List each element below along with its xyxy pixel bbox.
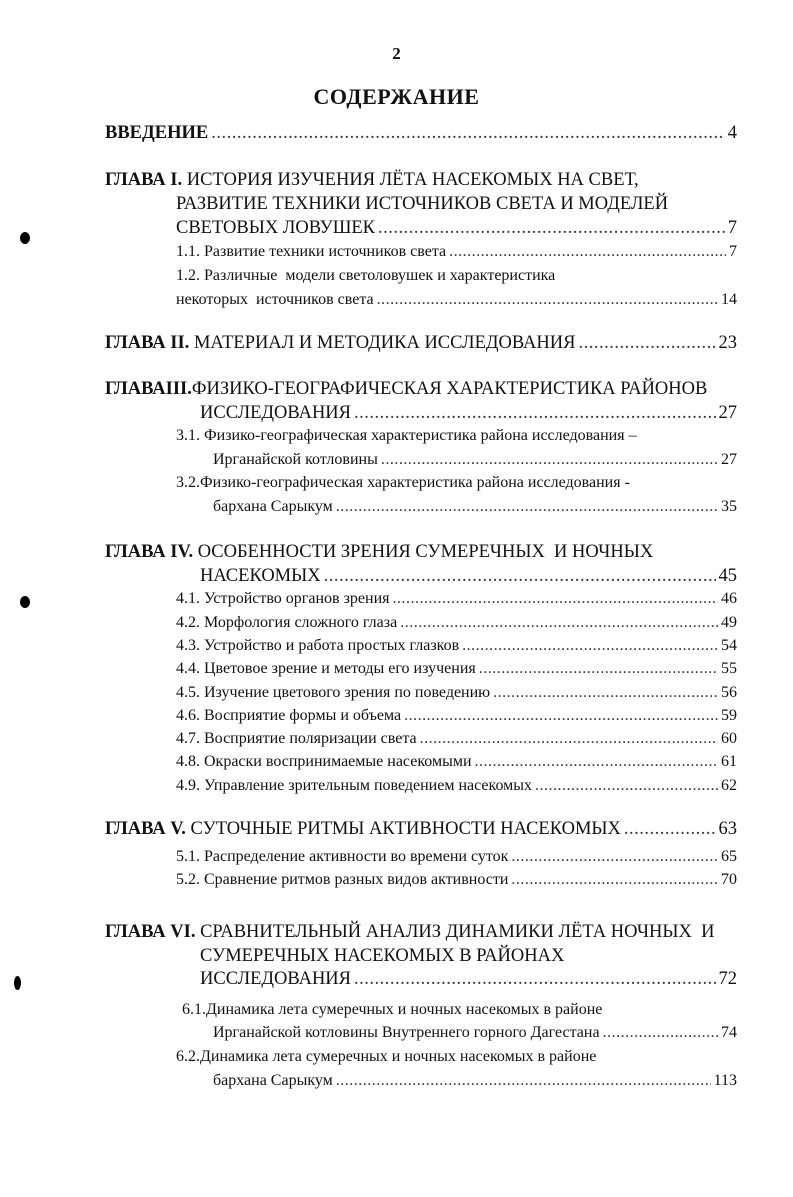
- dot-leader: [392, 587, 718, 611]
- dot-leader: [377, 288, 718, 312]
- toc-chapter-6-line3[interactable]: [200, 967, 737, 991]
- chapter-title-cont: ИССЛЕДОВАНИЯ: [200, 403, 351, 423]
- toc-section-5-2[interactable]: [176, 868, 737, 892]
- toc-page: 46: [721, 590, 737, 607]
- chapter-title-cont: ИССЛЕДОВАНИЯ: [200, 969, 351, 989]
- chapter-title: ИСТОРИЯ ИЗУЧЕНИЯ ЛЁТА НАСЕКОМЫХ НА СВЕТ,: [182, 170, 639, 190]
- dot-leader: [475, 750, 718, 774]
- toc-page: 35: [721, 498, 737, 515]
- binding-hole-mark: [20, 596, 30, 608]
- chapter-prefix: ГЛАВА VI.: [105, 922, 196, 942]
- toc-page: 113: [713, 1072, 737, 1089]
- toc-page: 74: [721, 1024, 737, 1041]
- toc-title: СОДЕРЖАНИЕ: [313, 84, 480, 109]
- toc-section-4-5[interactable]: [176, 681, 737, 705]
- toc-chapter-6-line1[interactable]: [105, 920, 714, 944]
- toc-section-3-2-line2[interactable]: [213, 495, 737, 519]
- toc-section-6-1-line2[interactable]: [213, 1021, 737, 1045]
- dot-leader: [511, 868, 718, 892]
- chapter-prefix: ГЛАВА II.: [105, 333, 190, 353]
- chapter-title: ФИЗИКО-ГЕОГРАФИЧЕСКАЯ ХАРАКТЕРИСТИКА РАЙОНОВ: [191, 379, 708, 399]
- chapter-title: СУТОЧНЫЕ РИТМЫ АКТИВНОСТИ НАСЕКОМЫХ: [185, 819, 621, 839]
- section-title: 3.1. Физико-географическая характеристика района исследования –: [176, 427, 637, 444]
- dot-leader: [378, 216, 725, 240]
- toc-section-4-3[interactable]: [176, 634, 737, 658]
- toc-section-6-2-line1[interactable]: [176, 1045, 596, 1069]
- toc-section-1-2-line2[interactable]: [176, 288, 737, 312]
- chapter-prefix: ГЛАВА I.: [105, 170, 183, 190]
- dot-leader: [578, 331, 715, 355]
- chapter-title: СРАВНИТЕЛЬНЫЙ АНАЛИЗ ДИНАМИКИ ЛЁТА НОЧНЫХ И: [195, 922, 715, 942]
- toc-chapter-3-line2[interactable]: [200, 401, 737, 425]
- dot-leader: [493, 681, 718, 705]
- toc-chapter-4-line1[interactable]: [105, 540, 653, 564]
- section-title: 5.1. Распределение активности во времени суток: [176, 848, 509, 865]
- toc-chapter-3-line1[interactable]: [105, 377, 707, 401]
- chapter-title: МАТЕРИАЛ И МЕТОДИКА ИССЛЕДОВАНИЯ: [189, 333, 576, 353]
- toc-section-4-1[interactable]: [176, 587, 737, 611]
- toc-section-6-2-line2[interactable]: [213, 1069, 737, 1093]
- chapter-title-cont: РАЗВИТИЕ ТЕХНИКИ ИСТОЧНИКОВ СВЕТА И МОДЕЛЕЙ: [176, 194, 669, 214]
- toc-page: 61: [721, 753, 737, 770]
- dot-leader: [381, 448, 718, 472]
- dot-leader: [603, 1021, 718, 1045]
- section-title-cont: бархана Сарыкум: [213, 1072, 333, 1089]
- dot-leader: [449, 240, 726, 264]
- toc-section-4-7[interactable]: [176, 727, 737, 751]
- toc-page: 72: [718, 969, 737, 989]
- section-title-cont: некоторых источников света: [176, 291, 374, 308]
- section-title: 4.7. Восприятие поляризации света: [176, 730, 417, 747]
- section-title: 4.1. Устройство органов зрения: [176, 590, 390, 607]
- section-title-cont: Ирганайской котловины: [213, 451, 378, 468]
- dot-leader: [624, 817, 716, 841]
- toc-page: 63: [718, 819, 737, 839]
- dot-leader: [535, 774, 718, 798]
- section-title: 4.5. Изучение цветового зрения по поведению: [176, 684, 491, 701]
- section-title: 4.3. Устройство и работа простых глазков: [176, 637, 460, 654]
- section-title: 6.1.Динамика лета сумеречных и ночных насекомых в районе: [182, 1001, 603, 1018]
- chapter-prefix: ГЛАВА IV.: [105, 542, 194, 562]
- dot-leader: [511, 845, 718, 869]
- toc-page: 7: [727, 218, 737, 238]
- toc-section-6-1-line1[interactable]: [182, 998, 602, 1022]
- toc-section-4-2[interactable]: [176, 611, 737, 635]
- toc-chapter-1-line1[interactable]: [105, 168, 639, 192]
- page-number: 2: [392, 44, 401, 63]
- toc-page: 4: [727, 123, 737, 143]
- chapter-title-cont: НАСЕКОМЫХ: [200, 566, 321, 586]
- chapter-prefix: ГЛАВА V.: [105, 819, 186, 839]
- dot-leader: [462, 634, 718, 658]
- toc-page: 70: [721, 871, 737, 888]
- toc-page: 56: [721, 684, 737, 701]
- toc-label: ВВЕДЕНИЕ: [105, 123, 209, 143]
- toc-page: 54: [721, 637, 737, 654]
- toc-page: 59: [721, 707, 737, 724]
- toc-section-4-9[interactable]: [176, 774, 737, 798]
- toc-page: 60: [721, 730, 737, 747]
- section-title-cont: Ирганайской котловины Внутреннего горного Дагестана: [213, 1024, 600, 1041]
- chapter-prefix: ГЛАВАIII.: [105, 379, 192, 399]
- dot-leader: [354, 967, 716, 991]
- section-title: 1.2. Различные модели светоловушек и характеристика: [176, 267, 556, 284]
- toc-section-4-4[interactable]: [176, 657, 737, 681]
- toc-chapter-1-line3[interactable]: [176, 216, 737, 240]
- section-title: 1.1. Развитие техники источников света: [176, 243, 447, 260]
- toc-section-4-6[interactable]: [176, 704, 737, 728]
- binding-hole-mark: [14, 976, 21, 990]
- toc-section-3-1-line1[interactable]: [176, 424, 637, 448]
- toc-chapter-4-line2[interactable]: [200, 564, 737, 588]
- dot-leader: [324, 564, 716, 588]
- section-title: 4.4. Цветовое зрение и методы его изучения: [176, 660, 476, 677]
- section-title: 3.2.Физико-географическая характеристика района исследования -: [176, 474, 630, 491]
- toc-chapter-6-line2: [200, 944, 564, 968]
- toc-section-3-2-line1[interactable]: [176, 471, 630, 495]
- dot-leader: [400, 611, 718, 635]
- section-title: 4.8. Окраски воспринимаемые насекомыми: [176, 753, 472, 770]
- section-title: 4.2. Морфология сложного глаза: [176, 614, 398, 631]
- toc-page: 45: [718, 566, 737, 586]
- dot-leader: [211, 121, 725, 145]
- toc-section-5-1[interactable]: [176, 845, 737, 869]
- toc-page: 23: [718, 333, 737, 353]
- toc-page: 62: [721, 777, 737, 794]
- dot-leader: [336, 495, 718, 519]
- section-title: 4.6. Восприятие формы и объема: [176, 707, 402, 724]
- toc-page: 49: [721, 614, 737, 631]
- toc-chapter-5[interactable]: [105, 817, 737, 841]
- chapter-title-cont: СУМЕРЕЧНЫХ НАСЕКОМЫХ В РАЙОНАХ: [200, 946, 565, 966]
- section-title: 4.9. Управление зрительным поведением насекомых: [176, 777, 533, 794]
- toc-entry-intro[interactable]: [105, 121, 737, 145]
- toc-chapter-1-line2: [176, 192, 668, 216]
- section-title: 6.2.Динамика лета сумеречных и ночных насекомых в районе: [176, 1048, 597, 1065]
- toc-page: 14: [721, 291, 737, 308]
- toc-section-1-1[interactable]: [176, 240, 737, 264]
- dot-leader: [404, 704, 718, 728]
- dot-leader: [420, 727, 718, 751]
- section-title-cont: бархана Сарыкум: [213, 498, 333, 515]
- binding-hole-mark: [20, 232, 30, 244]
- dot-leader: [354, 401, 716, 425]
- dot-leader: [479, 657, 718, 681]
- toc-section-4-8[interactable]: [176, 750, 737, 774]
- dot-leader: [336, 1069, 711, 1093]
- toc-page: 27: [721, 451, 737, 468]
- toc-chapter-2[interactable]: [105, 331, 737, 355]
- toc-page: 65: [721, 848, 737, 865]
- toc-section-3-1-line2[interactable]: [213, 448, 737, 472]
- toc-section-1-2-line1[interactable]: [176, 264, 555, 288]
- toc-page: 27: [718, 403, 737, 423]
- toc-page: 7: [729, 243, 737, 260]
- chapter-title-cont: СВЕТОВЫХ ЛОВУШЕК: [176, 218, 376, 238]
- section-title: 5.2. Сравнение ритмов разных видов активности: [176, 871, 509, 888]
- chapter-title: ОСОБЕННОСТИ ЗРЕНИЯ СУМЕРЕЧНЫХ И НОЧНЫХ: [193, 542, 654, 562]
- toc-page: 55: [721, 660, 737, 677]
